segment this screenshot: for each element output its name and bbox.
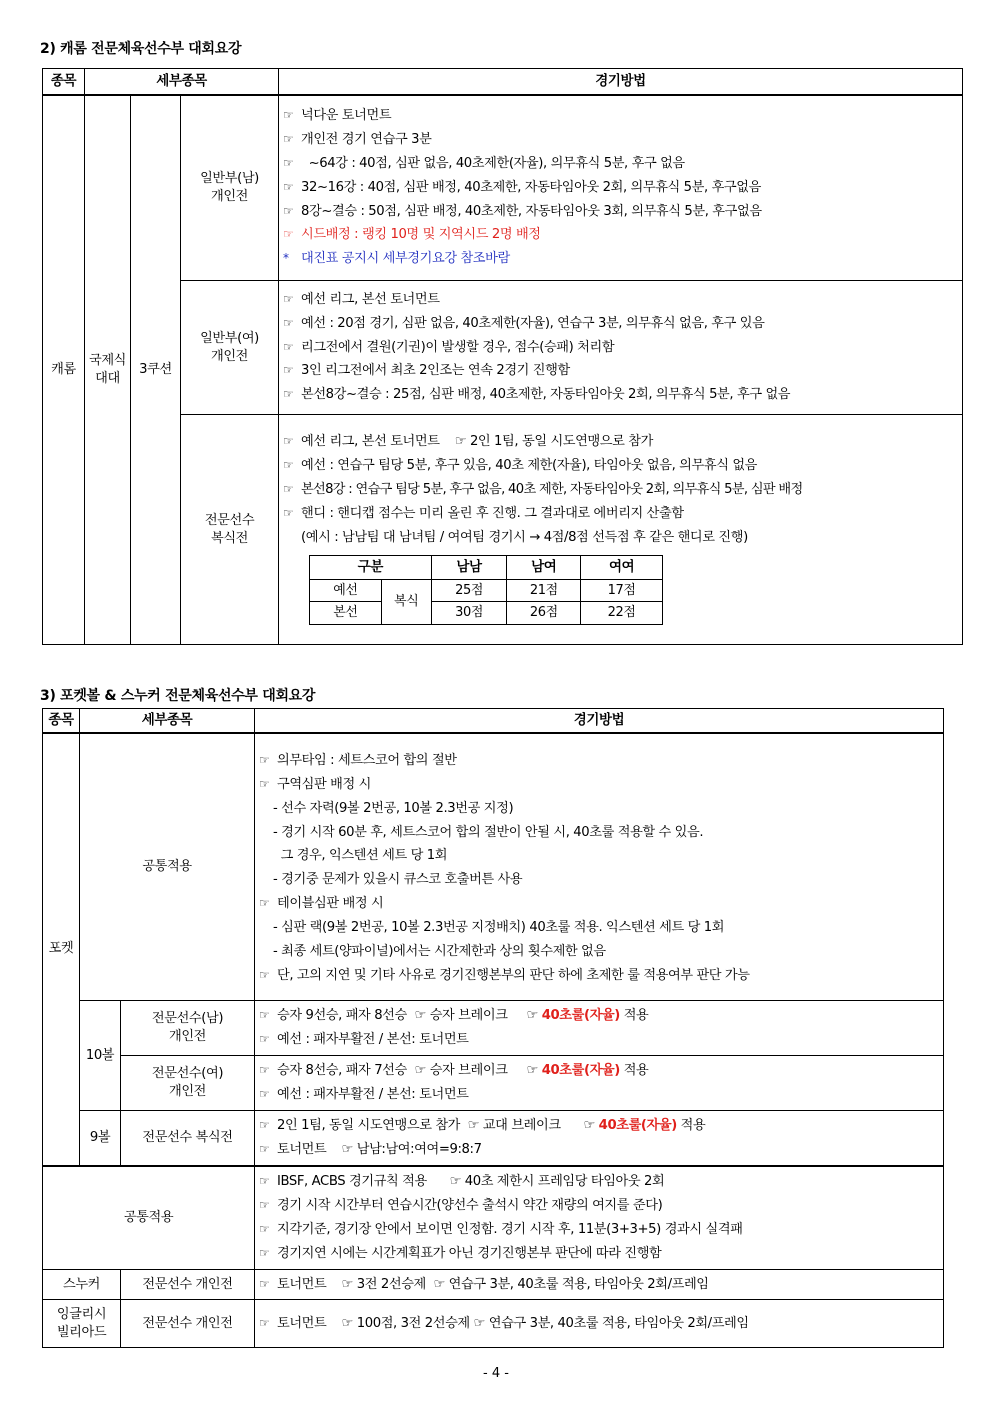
method-line: ☞ 예선 리그, 본선 토너먼트 <box>283 291 440 307</box>
handicap-cell: 22점 <box>581 602 663 625</box>
note-line: * 대진표 공지시 세부경기요강 참조바람 <box>283 251 510 267</box>
method-subline: - 최종 세트(양파이널)에서는 시간제한과 상의 횟수제한 없음 <box>273 943 606 959</box>
pointing-hand-icon: ☞ <box>283 505 294 520</box>
method-line: ☞ 핸디 : 핸디캡 점수는 미리 올린 후 진행. 그 결과대로 에버리지 산출함 <box>283 505 684 521</box>
pointing-hand-icon: ☞ <box>283 339 294 354</box>
handicap-cell: 17점 <box>581 579 663 602</box>
pointing-hand-icon: ☞ <box>259 1118 270 1132</box>
method-line: ☞ 3인 리그전에서 최초 2인조는 연속 2경기 진행함 <box>283 363 570 379</box>
method-line: ☞ 32~16강 : 40점, 심판 배정, 40초제한, 자동타임아웃 2회, 의무휴식 5분, 후구없음 <box>283 179 761 195</box>
pointing-hand-icon: ☞ <box>259 896 270 911</box>
group-lines-doubles <box>279 415 963 645</box>
method-line: ☞ 토너먼트 ☞ 남남:남여:여여=9:8:7 <box>259 1141 482 1157</box>
pocket-common-lines <box>255 733 944 1001</box>
method-line: ☞ 개인전 경기 연습구 3분 <box>283 132 432 148</box>
snooker-sub: 전문선수 개인전 <box>121 1270 255 1300</box>
common2-lines <box>255 1166 944 1270</box>
method-line: ☞ 2인 1팀, 동일 시도연맹으로 참가 ☞ 교대 브레이크 ☞ 40초룰(자율) 적용 <box>259 1118 706 1133</box>
handicap-table <box>309 555 663 624</box>
method-line: ☞ 넉다운 토너먼트 <box>283 108 392 124</box>
method-line: ☞ 경기 시작 시간부터 연습시간(양선수 출석시 약간 재량의 여지를 준다) <box>259 1198 663 1214</box>
english-method: ☞ 토너먼트 ☞ 100점, 3전 2선승제 ☞ 연습구 3분, 40초룰 적용, 타임아웃 2회/프레임 <box>255 1300 944 1348</box>
handicap-header: 남여 <box>507 556 581 579</box>
pocket-common-label: 공통적용 <box>80 733 255 1001</box>
pointing-hand-icon: ☞ <box>526 1008 538 1024</box>
handicap-header: 구분 <box>310 556 432 579</box>
pointing-hand-icon: ☞ <box>283 132 294 147</box>
pointing-hand-icon: ☞ <box>467 1118 480 1133</box>
pointing-hand-icon: ☞ <box>259 1221 270 1236</box>
pointing-hand-icon: ☞ <box>283 434 294 449</box>
pointing-hand-icon: ☞ <box>414 1008 426 1024</box>
pointing-hand-icon: ☞ <box>283 481 294 496</box>
pointing-hand-icon: ☞ <box>414 1063 426 1079</box>
method-line: ☞ 예선 리그, 본선 토너먼트 ☞ 2인 1팀, 동일 시도연맹으로 참가 <box>283 434 653 450</box>
method-subline: - 경기중 문제가 있을시 큐스코 호출버튼 사용 <box>273 872 523 888</box>
snooker-method: ☞ 토너먼트 ☞ 3전 2선승제 ☞ 연습구 3분, 40초룰 적용, 타임아웃 2회/프레임 <box>255 1270 944 1300</box>
pocket-women-lines <box>255 1056 944 1111</box>
pointing-hand-icon: ☞ <box>283 387 294 402</box>
handicap-cell: 30점 <box>431 602 507 625</box>
pointing-hand-icon: ☞ <box>259 1198 270 1213</box>
pointing-hand-icon: ☞ <box>283 363 294 378</box>
cushion-type: 3쿠션 <box>131 95 181 645</box>
method-line: ☞ 예선 : 연습구 팀당 5분, 후구 있음, 40초 제한(자율), 타임아웃 없음, 의무휴식 없음 <box>283 458 758 474</box>
pocket-women-name: 전문선수(여) 개인전 <box>121 1056 255 1111</box>
header-method: 경기방법 <box>255 709 944 733</box>
pointing-hand-icon: ☞ <box>259 1008 270 1023</box>
method-line: ☞ 리그전에서 결원(기권)이 발생할 경우, 점수(승패) 처리함 <box>283 339 615 355</box>
method-subline: - 경기 시작 60분 후, 세트스코어 합의 절반이 안될 시, 40초룰 적용할 수 있음. <box>273 824 704 840</box>
method-line: ☞ 승자 9선승, 패자 8선승 ☞ 승자 브레이크 ☞ 40초룰(자율) 적용 <box>259 1008 649 1024</box>
pointing-hand-icon: ☞ <box>259 1141 270 1156</box>
ball-9: 9볼 <box>80 1111 121 1166</box>
seed-line: ☞ 시드배정 : 랭킹 10명 및 지역시드 2명 배정 <box>283 227 541 243</box>
event-snooker: 스누커 <box>43 1270 121 1300</box>
header-sub: 세부종목 <box>85 69 279 95</box>
method-subline: - 선수 자력(9볼 2번공, 10볼 2.3번공 지정) <box>273 800 514 816</box>
method-subline: 그 경우, 익스텐션 세트 당 1회 <box>273 848 448 864</box>
pointing-hand-icon: ☞ <box>283 179 294 194</box>
pocket-doubles-lines <box>255 1111 944 1166</box>
method-line: ☞ 구역심판 배정 시 <box>259 777 371 792</box>
pointing-hand-icon: ☞ <box>259 777 270 791</box>
page-number: - 4 - <box>483 1366 509 1381</box>
method-line: ☞ ~64강 : 40점, 심판 없음, 40초제한(자율), 의무휴식 5분, 후구 없음 <box>283 156 685 172</box>
pointing-hand-icon: ☞ <box>283 203 294 218</box>
handicap-cell: 26점 <box>507 602 581 625</box>
header-event: 종목 <box>43 709 80 733</box>
pointing-hand-icon: ☞ <box>283 227 294 242</box>
method-line: (예시 : 남남팀 대 남녀팀 / 여여팀 경기시 → 4점/8점 선득점 후 같은 핸디로 진행) <box>301 529 748 545</box>
group-name-women: 일반부(여) 개인전 <box>181 281 279 415</box>
group-name-men: 일반부(남) 개인전 <box>181 95 279 281</box>
method-line: ☞ 의무타임 : 세트스코어 합의 절반 <box>259 753 457 769</box>
pocket-men-name: 전문선수(남) 개인전 <box>121 1001 255 1056</box>
method-line: ☞ 본선8강 : 연습구 팀당 5분, 후구 없음, 40초 제한, 자동타임아웃 2회, 의무휴식 5분, 심판 배정 <box>283 481 803 497</box>
method-line: ☞ 8강~결승 : 50점, 심판 배정, 40초제한, 자동타임아웃 3회, 의무휴식 5분, 후구없음 <box>283 203 762 219</box>
method-line: ☞ 지각기준, 경기장 안에서 보이면 인정함. 경기 시작 후, 11분(3+3+5) 경과시 실격패 <box>259 1221 743 1237</box>
method-line: ☞ IBSF, ACBS 경기규칙 적용 ☞ 40초 제한시 프레임당 타임아웃 2회 <box>259 1174 665 1190</box>
section2-title: 2) 캐롬 전문체육선수부 대회요강 <box>40 41 242 57</box>
group-name-doubles: 전문선수 복식전 <box>181 415 279 645</box>
pointing-hand-icon: ☞ <box>259 753 270 768</box>
pointing-hand-icon: ☞ <box>259 967 270 982</box>
asterisk-icon: * <box>283 251 289 266</box>
group-lines-men <box>279 95 963 281</box>
method-line: ☞ 예선 : 패자부활전 / 본선: 토너먼트 <box>259 1032 469 1047</box>
pocket-doubles-name: 전문선수 복식전 <box>121 1111 255 1166</box>
common2-label: 공통적용 <box>43 1166 255 1270</box>
ball-10: 10볼 <box>80 1001 121 1111</box>
pointing-hand-icon: ☞ <box>259 1032 270 1046</box>
event-pocket: 포켓 <box>43 733 80 1166</box>
english-sub: 전문선수 개인전 <box>121 1300 255 1348</box>
pointing-hand-icon: ☞ <box>259 1276 270 1291</box>
handicap-stage: 본선 <box>310 602 382 625</box>
handicap-type: 복식 <box>381 579 431 624</box>
pointing-hand-icon: ☞ <box>526 1063 538 1079</box>
handicap-stage: 예선 <box>310 579 382 602</box>
pointing-hand-icon: ☞ <box>259 1063 270 1078</box>
method-line: ☞ 경기지연 시에는 시간계획표가 아닌 경기진행본부 판단에 따라 진행함 <box>259 1245 662 1261</box>
handicap-header: 여여 <box>581 556 663 579</box>
pocket-snooker-table <box>42 708 944 1348</box>
method-line: ☞ 승자 8선승, 패자 7선승 ☞ 승자 브레이크 ☞ 40초룰(자율) 적용 <box>259 1063 649 1079</box>
header-event: 종목 <box>43 69 85 95</box>
pointing-hand-icon: ☞ <box>283 291 294 306</box>
pointing-hand-icon: ☞ <box>259 1174 270 1189</box>
event-carom: 캐롬 <box>43 95 85 645</box>
pointing-hand-icon: ☞ <box>283 108 294 123</box>
pointing-hand-icon: ☞ <box>259 1315 270 1330</box>
method-subline: - 심판 랙(9볼 2번공, 10볼 2.3번공 지정배치) 40초룰 적용. 익스텐션 세트 당 1회 <box>273 919 725 935</box>
pointing-hand-icon: ☞ <box>283 458 294 473</box>
pointing-hand-icon: ☞ <box>283 315 294 330</box>
method-line: ☞ 단, 고의 지연 및 기타 사유로 경기진행본부의 판단 하에 초제한 룰 적용여부 판단 가능 <box>259 967 750 983</box>
method-line: ☞ 예선 : 20점 경기, 심판 없음, 40초제한(자율), 연습구 3분, 의무휴식 없음, 후구 있음 <box>283 315 765 331</box>
section3-title: 3) 포켓볼 & 스누커 전문체육선수부 대회요강 <box>40 688 316 704</box>
method-line: ☞ 본선8강~결승 : 25점, 심판 배정, 40초제한, 자동타임아웃 2회, 의무휴식 5분, 후구 없음 <box>283 387 791 403</box>
pointing-hand-icon: ☞ <box>259 1087 270 1101</box>
group-lines-women <box>279 281 963 415</box>
header-sub: 세부종목 <box>80 709 255 733</box>
event-english-billiards: 잉글리시 빌리아드 <box>43 1300 121 1348</box>
category-international: 국제식 대대 <box>85 95 131 645</box>
handicap-header: 남남 <box>431 556 507 579</box>
header-method: 경기방법 <box>279 69 963 95</box>
carom-table <box>42 68 963 645</box>
method-line: ☞ 예선 : 패자부활전 / 본선: 토너먼트 <box>259 1087 469 1102</box>
handicap-cell: 21점 <box>507 579 581 602</box>
pointing-hand-icon: ☞ <box>283 156 294 171</box>
pointing-hand-icon: ☞ <box>259 1245 270 1260</box>
pointing-hand-icon: ☞ <box>583 1118 595 1133</box>
handicap-cell: 25점 <box>431 579 507 602</box>
pocket-men-lines <box>255 1001 944 1056</box>
method-line: ☞ 테이블심판 배정 시 <box>259 896 384 912</box>
